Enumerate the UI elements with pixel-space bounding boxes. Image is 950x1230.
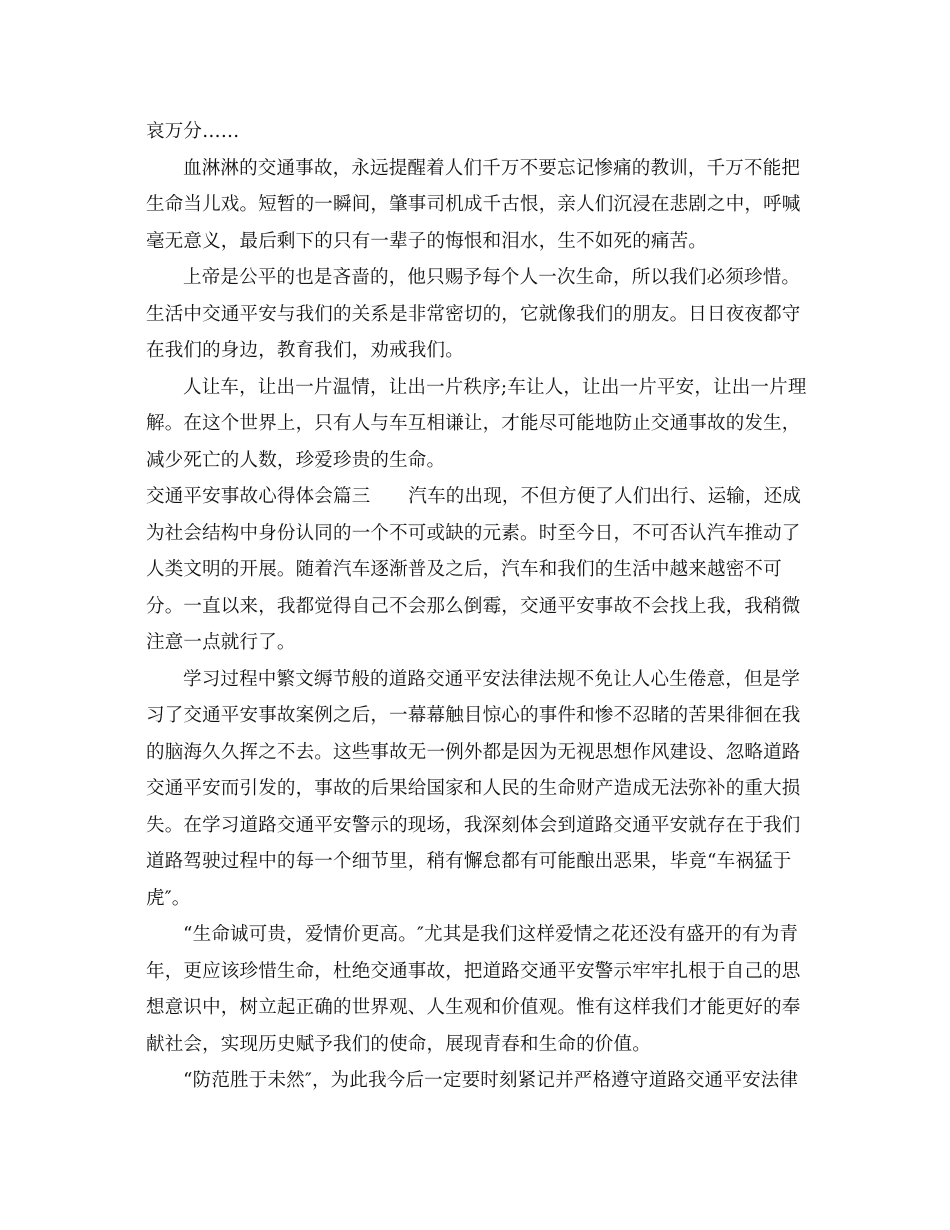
- text-line: “生命诚可贵，爱情价更高。″尤其是我们这样爱情之花还没有盛开的有为青: [183, 924, 799, 945]
- text-line: 哀万分……: [146, 121, 240, 142]
- text-line: 在我们的身边，教育我们，劝戒我们。: [146, 340, 464, 361]
- text-line: “防范胜于未然″，为此我今后一定要时刻紧记并严格遵守道路交通平安法律: [183, 1070, 799, 1091]
- body-text: [146, 114, 806, 1100]
- text-line: 人类文明的开展。随着汽车逐渐普及之后，汽车和我们的生活中越来越密不可: [146, 559, 782, 580]
- text-line: 失。在学习道路交通平安警示的现场，我深刻体会到道路交通平安就存在于我们: [146, 814, 801, 836]
- text-line: 为社会结构中身份认同的一个不可或缺的元素。时至今日，不可否认汽车推动了: [146, 522, 801, 544]
- text-line: 习了交通平安事故案例之后，一幕幕触目惊心的事件和惨不忍睹的苦果徘徊在我: [146, 705, 801, 726]
- text-line: 生活中交通平安与我们的关系是非常密切的，它就像我们的朋友。日日夜夜都守: [146, 303, 801, 325]
- text-line: 的脑海久久挥之不去。这些事故无一例外都是因为无视思想作风建设、忽略道路: [146, 741, 801, 763]
- text-line: 学习过程中繁文缛节般的道路交通平安法律法规不免让人心生倦意，但是学: [183, 668, 801, 690]
- text-line: 年，更应该珍惜生命，杜绝交通事故，把道路交通平安警示牢牢扎根于自己的思: [146, 960, 801, 982]
- text-line: 解。在这个世界上，只有人与车互相谦让，才能尽可能地防止交通事故的发生，: [146, 413, 801, 434]
- text-line: 虎″。: [146, 887, 191, 909]
- text-line: 人让车，让出一片温情，让出一片秩序;车让人，让出一片平安，让出一片理: [183, 376, 807, 398]
- section-heading-line: [146, 479, 806, 516]
- text-line: 献社会，实现历史赋予我们的使命，展现青春和生命的价值。: [146, 1033, 651, 1055]
- text-line: 生命当儿戏。短暂的一瞬间，肇事司机成千古恨，亲人们沉浸在悲剧之中，呼喊: [146, 194, 801, 215]
- text-line: 汽车的出现，不但方便了人们出行、运输，还成: [408, 486, 802, 507]
- text-line: 交通平安而引发的，事故的后果给国家和人民的生命财产造成无法弥补的重大损: [146, 778, 801, 799]
- text-line: 毫无意义，最后剩下的只有一辈子的悔恨和泪水，生不如死的痛苦。: [146, 230, 708, 252]
- text-line: 道路驾驶过程中的每一个细节里，稍有懈怠都有可能酿出恶果，毕竟“车祸猛于: [146, 851, 792, 872]
- text-line: 减少死亡的人数，珍爱珍贵的生命。: [146, 449, 446, 471]
- text-line: 上帝是公平的也是吝啬的，他只赐予每个人一次生命，所以我们必须珍惜。: [183, 267, 801, 288]
- section-heading: 交通平安事故心得体会篇三: [146, 486, 371, 507]
- text-line: 分。一直以来，我都觉得自己不会那么倒霉，交通平安事故不会找上我，我稍微: [146, 595, 801, 617]
- text-line: 血淋淋的交通事故，永远提醒着人们千万不要忘记惨痛的教训，千万不能把: [183, 157, 801, 179]
- text-line: 注意一点就行了。: [146, 632, 296, 653]
- text-line: 想意识中，树立起正确的世界观、人生观和价值观。惟有这样我们才能更好的奉: [146, 997, 801, 1018]
